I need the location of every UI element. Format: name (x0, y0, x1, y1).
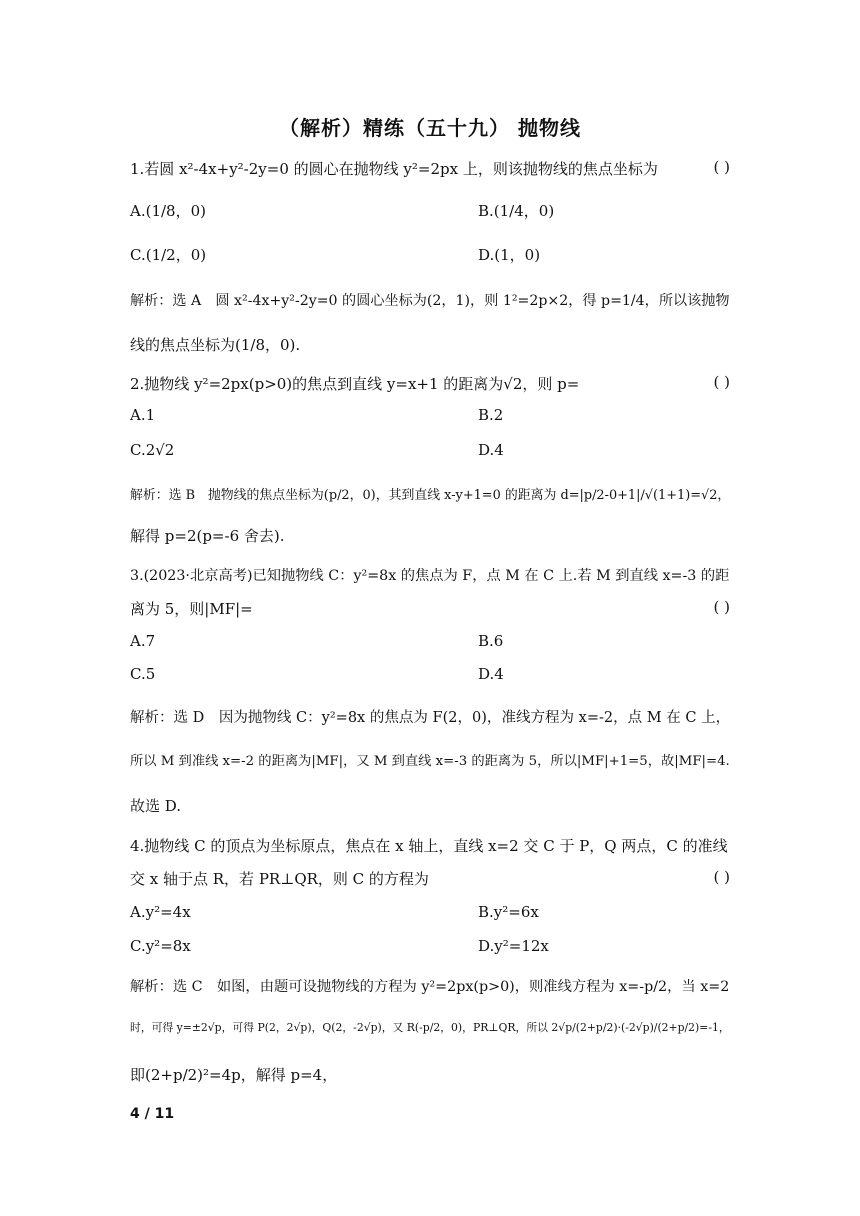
question-3-solution-line-2: 所以 M 到准线 x=-2 的距离为|MF|，又 M 到直线 x=-3 的距离为 5，所以|MF|+1=5，故|MF|=4. (130, 754, 730, 769)
question-4-option-a: A.y²=4x (130, 903, 191, 921)
question-2-option-c: C.2√2 (130, 441, 175, 459)
question-4-bracket: ( ) (713, 868, 730, 886)
question-1-option-d: D.(1，0) (478, 246, 541, 264)
question-1-option-b: B.(1/4，0) (478, 202, 555, 220)
question-2-option-a: A.1 (130, 406, 156, 424)
page-title: （解析）精练（五十九） 抛物线 (279, 116, 581, 140)
question-2-bracket: ( ) (713, 373, 730, 391)
question-2-option-b: B.2 (478, 406, 504, 424)
page-number: 4 / 11 (130, 1106, 175, 1122)
question-4-solution-line-3: 即(2+p/2)²=4p，解得 p=4， (130, 1066, 338, 1084)
question-1-stem: 1.若圆 x²-4x+y²-2y=0 的圆心在抛物线 y²=2px 上，则该抛物线的焦点坐标为 (130, 160, 658, 178)
question-3-option-a: A.7 (130, 632, 156, 650)
question-1-solution-line-1: 解析：选 A 圆 x²-4x+y²-2y=0 的圆心坐标为(2，1)，则 1²=2p×2，得 p=1/4，所以该抛物 (130, 293, 730, 309)
question-3-stem-line-1: 3.(2023·北京高考)已知抛物线 C：y²=8x 的焦点为 F，点 M 在 C 上.若 M 到直线 x=-3 的距 (130, 568, 730, 584)
question-3-option-b: B.6 (478, 632, 504, 650)
question-4-option-b: B.y²=6x (478, 903, 539, 921)
question-3-stem-line-2: 离为 5，则|MF|= (130, 600, 253, 618)
question-2-solution-line-1: 解析：选 B 抛物线的焦点坐标为(p/2，0)，其到直线 x-y+1=0 的距离为 d=|p/2-0+1|/√(1+1)=√2， (130, 488, 731, 503)
question-4-solution-line-1: 解析：选 C 如图，由题可设抛物线的方程为 y²=2px(p>0)，则准线方程为 x=-p/2，当 x=2 (130, 979, 730, 995)
question-4-solution-line-2: 时，可得 y=±2√p，可得 P(2，2√p)，Q(2，-2√p)，又 R(-p/2，0)，PR⊥QR，所以 2√p/(2+p/2)·(-2√p)/(2+p/2)=-1， (130, 1021, 730, 1034)
question-3-option-c: C.5 (130, 665, 156, 683)
question-4-option-d: D.y²=12x (478, 937, 549, 955)
question-2-stem: 2.抛物线 y²=2px(p>0)的焦点到直线 y=x+1 的距离为√2，则 p= (130, 375, 580, 393)
question-4-stem-line-1: 4.抛物线 C 的顶点为坐标原点，焦点在 x 轴上，直线 x=2 交 C 于 P，Q 两点，C 的准线 (130, 837, 728, 855)
question-3-solution-line-3: 故选 D. (130, 797, 182, 815)
question-2-solution-line-2: 解得 p=2(p=-6 舍去). (130, 527, 285, 545)
question-3-option-d: D.4 (478, 665, 504, 683)
question-4-option-c: C.y²=8x (130, 937, 191, 955)
question-2-option-d: D.4 (478, 441, 504, 459)
question-1-option-a: A.(1/8，0) (130, 202, 206, 220)
question-3-solution-line-1: 解析：选 D 因为抛物线 C：y²=8x 的焦点为 F(2，0)，准线方程为 x=-2，点 M 在 C 上， (130, 710, 731, 726)
question-1-solution-line-2: 线的焦点坐标为(1/8，0). (130, 336, 301, 354)
question-1-option-c: C.(1/2，0) (130, 246, 207, 264)
question-1-bracket: ( ) (713, 158, 730, 176)
question-3-bracket: ( ) (713, 598, 730, 616)
question-4-stem-line-2: 交 x 轴于点 R，若 PR⊥QR，则 C 的方程为 (130, 870, 429, 888)
